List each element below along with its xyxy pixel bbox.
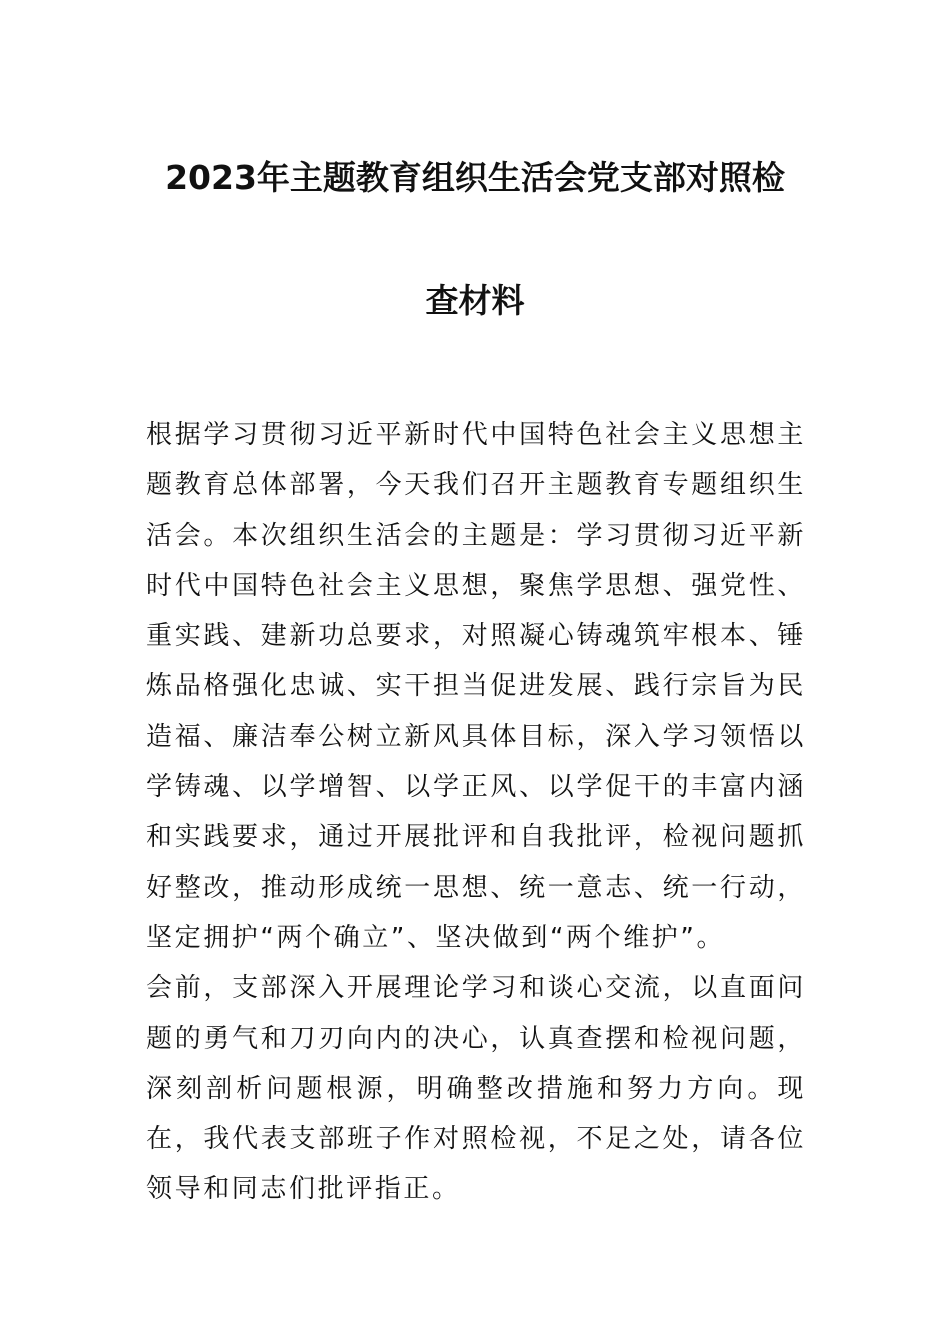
document-title-line-1: 2023年主题教育组织生活会党支部对照检 <box>165 158 785 197</box>
paragraph-1: 根据学习贯彻习近平新时代中国特色社会主义思想主题教育总体部署，今天我们召开主题教育专题组织生活会。本次组织生活会的主题是：学习贯彻习近平新时代中国特色社会主义思想，聚焦学思想、强党性、重实践、建新功总要求，对照凝心铸魂筑牢根本、锤炼品格强化忠诚、实干担当促进发展、践行宗旨为民造福、廉洁奉公树立新风具体目标，深入学习领悟以学铸魂、以学增智、以学正风、以学促干的丰富内涵和实践要求，通过开展批评和自我批评，检视问题抓好整改，推动形成统一思想、统一意志、统一行动，坚定拥护“两个确立”、坚决做到“两个维护”。 <box>146 420 806 953</box>
document-title-line-2: 查材料 <box>425 281 525 320</box>
paragraph-2: 会前，支部深入开展理论学习和谈心交流，以直面问题的勇气和刀刃向内的决心，认真查摆和检视问题，深刻剖析问题根源，明确整改措施和努力方向。现在，我代表支部班子作对照检视，不足之处，请各位领导和同志们批评指正。 <box>146 973 806 1205</box>
document-body <box>146 410 806 1215</box>
